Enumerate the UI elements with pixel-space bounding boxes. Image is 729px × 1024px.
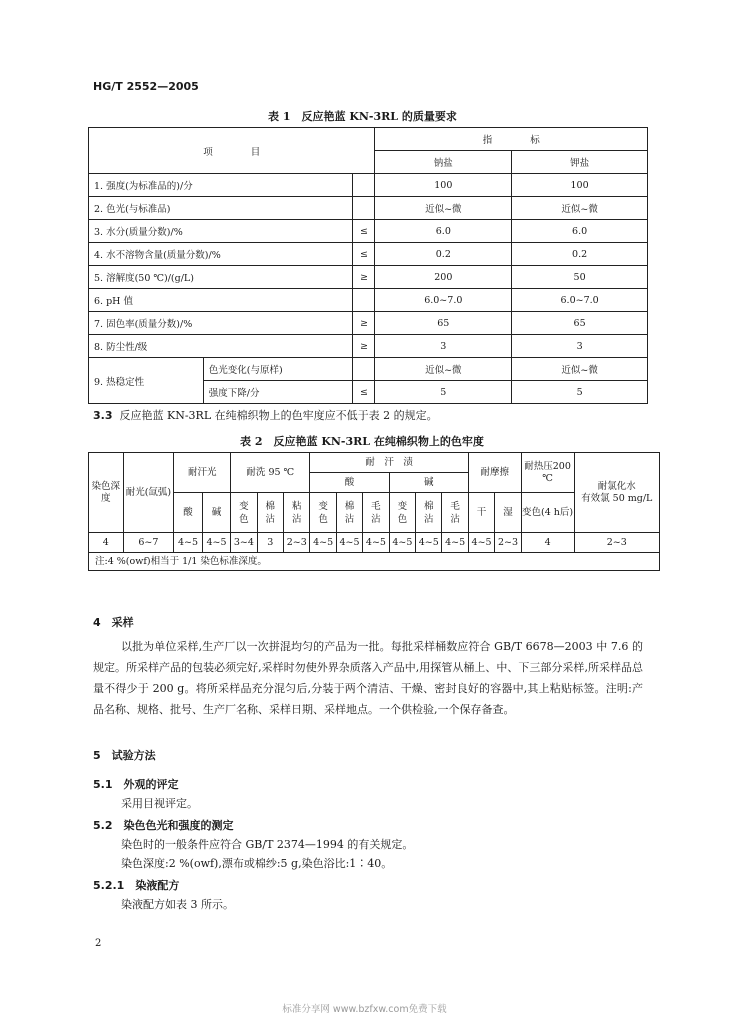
clause-3-3: 3.3 反应艳蓝 KN-3RL 在纯棉织物上的色牢度应不低于表 2 的规定。 xyxy=(93,409,438,422)
depth-header: 染色深度 xyxy=(89,453,124,533)
sweat-acid-header: 酸 xyxy=(310,473,389,493)
sweat-alkali-header: 碱 xyxy=(389,473,468,493)
table-row: 4. 水不溶物含量(质量分数)/% ≤ 0.2 0.2 xyxy=(89,243,648,266)
table-row: 1. 强度(为标准品的)/分 100 100 xyxy=(89,174,648,197)
table1-caption: 表 1 反应艳蓝 KN-3RL 的质量要求 xyxy=(268,110,457,123)
table-row: 6. pH 值 6.0~7.0 6.0~7.0 xyxy=(89,289,648,312)
section-5-title: 5 试验方法 xyxy=(93,749,156,762)
table-row: 2. 色光(与标准品) 近似~微 近似~微 xyxy=(89,197,648,220)
wash-header: 耐洗 95 ℃ xyxy=(231,453,310,493)
sweat-header: 耐 汗 渍 xyxy=(310,453,468,473)
section-5-1-text: 采用目视评定。 xyxy=(121,797,198,810)
sweat-light-header: 耐汗光 xyxy=(174,453,231,493)
standard-code: HG/T 2552—2005 xyxy=(93,80,199,93)
section-5-2-1-text: 染液配方如表 3 所示。 xyxy=(121,898,234,911)
section-5-2-title: 5.2 染色色光和强度的测定 xyxy=(93,819,234,832)
light-header: 耐光(氙弧) xyxy=(123,453,174,533)
section-5-2-line2: 染色深度:2 %(owf),漂布或棉纱:5 g,染色浴比:1∶40。 xyxy=(121,857,393,870)
section-4-paragraph: 以批为单位采样,生产厂以一次拼混均匀的产品为一批。每批采样桶数应符合 GB/T 6678—2003 中 7.6 的规定。所采样产品的包装必须完好,采样时勿使外界杂质落入产品中,用探管从桶上、中、下三部分采样,所采样品总量不得少于 200 g。将所采样品充分混匀后,分装于两个清洁、干燥、密封良好的容器中,其上粘贴标签。注明:产品名称、规格、批号、生产厂名称、采样日期、采样地点。一个供检验,一个保存备查。 xyxy=(93,640,643,716)
heat-press-header: 耐热压200 ℃ xyxy=(521,453,574,493)
table2-note: 注:4 %(owf)相当于 1/1 染色标准深度。 xyxy=(89,553,660,571)
section-5-2-1-title: 5.2.1 染液配方 xyxy=(93,879,180,892)
fastness-table: 染色深度 耐光(氙弧) 耐汗光 耐洗 95 ℃ 耐 汗 渍 耐摩擦 耐热压200 ℃ 耐氯化水 有效氯 50 mg/L 酸 碱 酸 碱 变色 棉沾 粘沾 变色 棉沾 毛沾 变色 棉沾 毛沾 干 湿 变色(4 h后) 4 6~7 4~5 4~5 3~4 3 2~3 4~5 4~5 4~5 4~5 4~5 4~5 4~5 2~3 4 2~3 注:4 %(owf)相当于 1/1 染色标准深度。 xyxy=(88,452,660,571)
index-header: 指 标 xyxy=(375,128,648,151)
table-row: 3. 水分(质量分数)/% ≤ 6.0 6.0 xyxy=(89,220,648,243)
page-number: 2 xyxy=(95,938,102,949)
item-header: 项 目 xyxy=(89,128,375,174)
sodium-salt-header: 钠盐 xyxy=(375,151,512,174)
table-row: 强度下降/分 ≤ 5 5 xyxy=(89,381,648,404)
table-row: 7. 固色率(质量分数)/% ≥ 65 65 xyxy=(89,312,648,335)
table-row: 4 6~7 4~5 4~5 3~4 3 2~3 4~5 4~5 4~5 4~5 4~5 4~5 4~5 2~3 4 2~3 xyxy=(89,533,660,553)
potassium-salt-header: 钾盐 xyxy=(512,151,648,174)
table-row: 8. 防尘性/级 ≥ 3 3 xyxy=(89,335,648,358)
rub-header: 耐摩擦 xyxy=(468,453,521,493)
table2-caption: 表 2 反应艳蓝 KN-3RL 在纯棉织物上的色牢度 xyxy=(240,435,484,448)
quality-requirements-table xyxy=(88,127,648,404)
section-5-2-line1: 染色时的一般条件应符合 GB/T 2374—1994 的有关规定。 xyxy=(121,838,414,851)
table-row: 9. 热稳定性 色光变化(与原样) 近似~微 近似~微 xyxy=(89,358,648,381)
chlorine-header: 耐氯化水 有效氯 50 mg/L xyxy=(574,453,660,533)
section-5-1-title: 5.1 外观的评定 xyxy=(93,778,179,791)
watermark-footer: 标准分享网 www.bzfxw.com免费下载 xyxy=(282,1004,447,1015)
table-row: 5. 溶解度(50 ℃)/(g/L) ≥ 200 50 xyxy=(89,266,648,289)
section-4-title: 4 采样 xyxy=(93,616,134,629)
